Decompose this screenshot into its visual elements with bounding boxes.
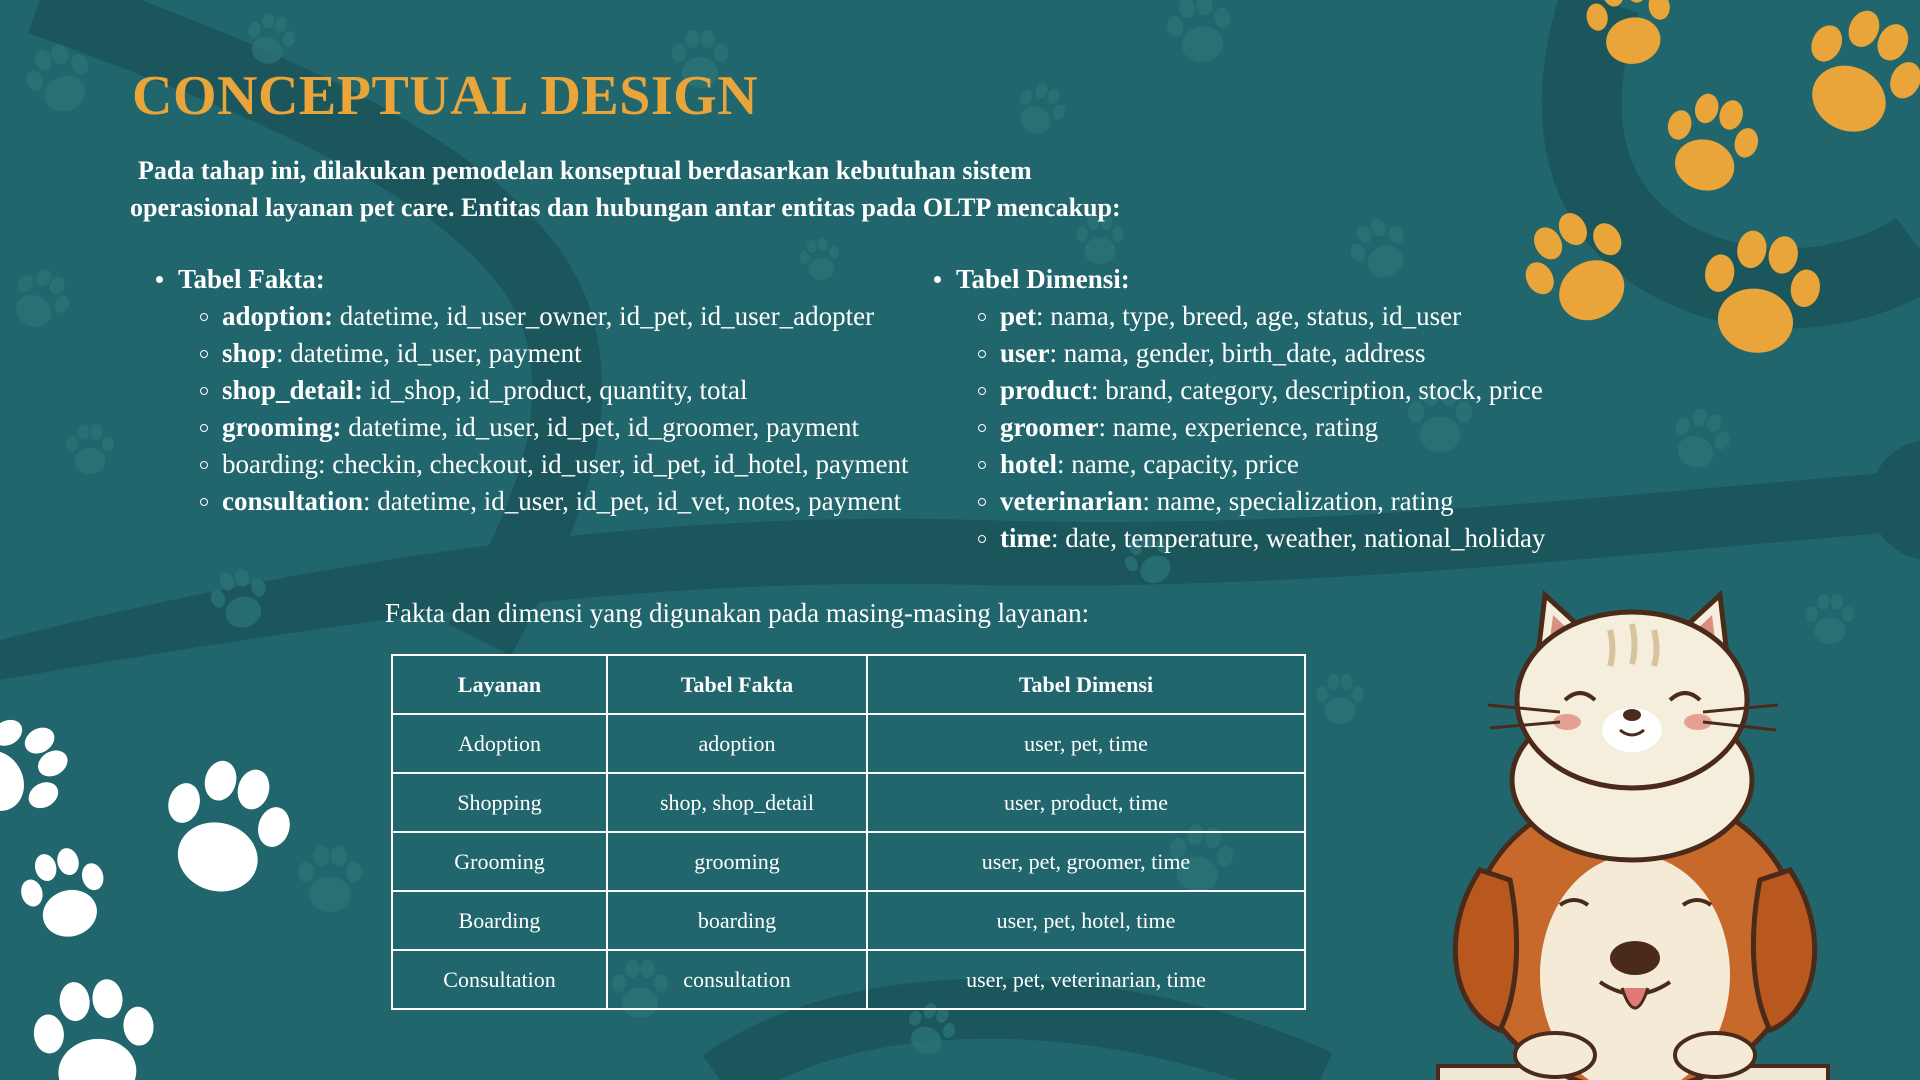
entity-name: hotel bbox=[1000, 449, 1057, 479]
table-row bbox=[392, 773, 1305, 832]
list-item bbox=[222, 409, 908, 446]
entity-fields: : datetime, id_user, payment bbox=[276, 338, 582, 368]
list-item bbox=[222, 446, 908, 483]
intro-line: operasional layanan pet care. Entitas dan hubungan antar entitas pada OLTP mencakup: bbox=[130, 193, 1121, 222]
table-cell: boarding bbox=[607, 891, 867, 950]
entity-name: time bbox=[1000, 523, 1051, 553]
intro-paragraph bbox=[130, 152, 1130, 226]
table-cell: Grooming bbox=[392, 832, 607, 891]
entity-fields: boarding: checkin, checkout, id_user, id_pet, id_hotel, payment bbox=[222, 449, 909, 479]
entity-fields: : datetime, id_user, id_pet, id_vet, notes, payment bbox=[363, 486, 902, 516]
table-cell: Boarding bbox=[392, 891, 607, 950]
entity-name: shop bbox=[222, 338, 277, 368]
list-item bbox=[222, 483, 908, 520]
entity-fields: : brand, category, description, stock, price bbox=[1091, 375, 1543, 405]
entity-fields: : name, experience, rating bbox=[1098, 412, 1379, 442]
column-header: Layanan bbox=[392, 655, 607, 714]
list-item bbox=[222, 372, 908, 409]
entity-fields: datetime, id_user, id_pet, id_groomer, payment bbox=[341, 412, 859, 442]
list-item bbox=[222, 298, 908, 335]
entity-name: product bbox=[1000, 375, 1092, 405]
entity-name: groomer bbox=[1000, 412, 1099, 442]
service-table bbox=[391, 654, 1306, 1010]
table-cell: shop, shop_detail bbox=[607, 773, 867, 832]
entity-fields: : nama, type, breed, age, status, id_user bbox=[1036, 301, 1462, 331]
table-row bbox=[392, 891, 1305, 950]
list-item bbox=[1000, 372, 1545, 409]
entity-name: adoption: bbox=[222, 301, 334, 331]
entity-fields: : date, temperature, weather, national_holiday bbox=[1050, 523, 1546, 553]
list-item bbox=[1000, 483, 1545, 520]
table-cell: consultation bbox=[607, 950, 867, 1009]
list-item bbox=[1000, 298, 1545, 335]
dimension-tables-heading: Tabel Dimensi: bbox=[930, 261, 1545, 298]
list-item bbox=[222, 335, 908, 372]
entity-name: veterinarian bbox=[1000, 486, 1143, 516]
entity-name: shop_detail: bbox=[222, 375, 364, 405]
table-row bbox=[392, 950, 1305, 1009]
table-header-row bbox=[392, 655, 1305, 714]
table-cell: Adoption bbox=[392, 714, 607, 773]
entity-name: consultation bbox=[222, 486, 364, 516]
table-cell: grooming bbox=[607, 832, 867, 891]
list-item bbox=[1000, 335, 1545, 372]
fact-tables-heading: Tabel Fakta: bbox=[152, 261, 908, 298]
fact-tables-list bbox=[152, 261, 908, 520]
table-caption: Fakta dan dimensi yang digunakan pada masing-masing layanan: bbox=[385, 598, 1090, 628]
table-row bbox=[392, 714, 1305, 773]
table-cell: Shopping bbox=[392, 773, 607, 832]
list-item bbox=[1000, 446, 1545, 483]
entity-fields: datetime, id_user_owner, id_pet, id_user_adopter bbox=[333, 301, 875, 331]
entity-fields: id_shop, id_product, quantity, total bbox=[363, 375, 748, 405]
column-header: Tabel Dimensi bbox=[867, 655, 1305, 714]
column-header: Tabel Fakta bbox=[607, 655, 867, 714]
entity-fields: : name, capacity, price bbox=[1057, 449, 1299, 479]
table-cell: user, pet, groomer, time bbox=[867, 832, 1305, 891]
table-cell: user, pet, veterinarian, time bbox=[867, 950, 1305, 1009]
table-cell: adoption bbox=[607, 714, 867, 773]
entity-name: user bbox=[1000, 338, 1050, 368]
list-item bbox=[1000, 520, 1545, 557]
table-cell: Consultation bbox=[392, 950, 607, 1009]
table-cell: user, product, time bbox=[867, 773, 1305, 832]
entity-name: pet bbox=[1000, 301, 1036, 331]
list-item bbox=[1000, 409, 1545, 446]
page-title: CONCEPTUAL DESIGN bbox=[132, 65, 759, 127]
table-row bbox=[392, 832, 1305, 891]
table-cell: user, pet, hotel, time bbox=[867, 891, 1305, 950]
dimension-tables-list bbox=[930, 261, 1545, 557]
intro-line: Pada tahap ini, dilakukan pemodelan konseptual berdasarkan kebutuhan sistem bbox=[138, 156, 1032, 185]
table-cell: user, pet, time bbox=[867, 714, 1305, 773]
entity-name: grooming: bbox=[222, 412, 342, 442]
entity-fields: : nama, gender, birth_date, address bbox=[1049, 338, 1426, 368]
entity-fields: : name, specialization, rating bbox=[1142, 486, 1454, 516]
